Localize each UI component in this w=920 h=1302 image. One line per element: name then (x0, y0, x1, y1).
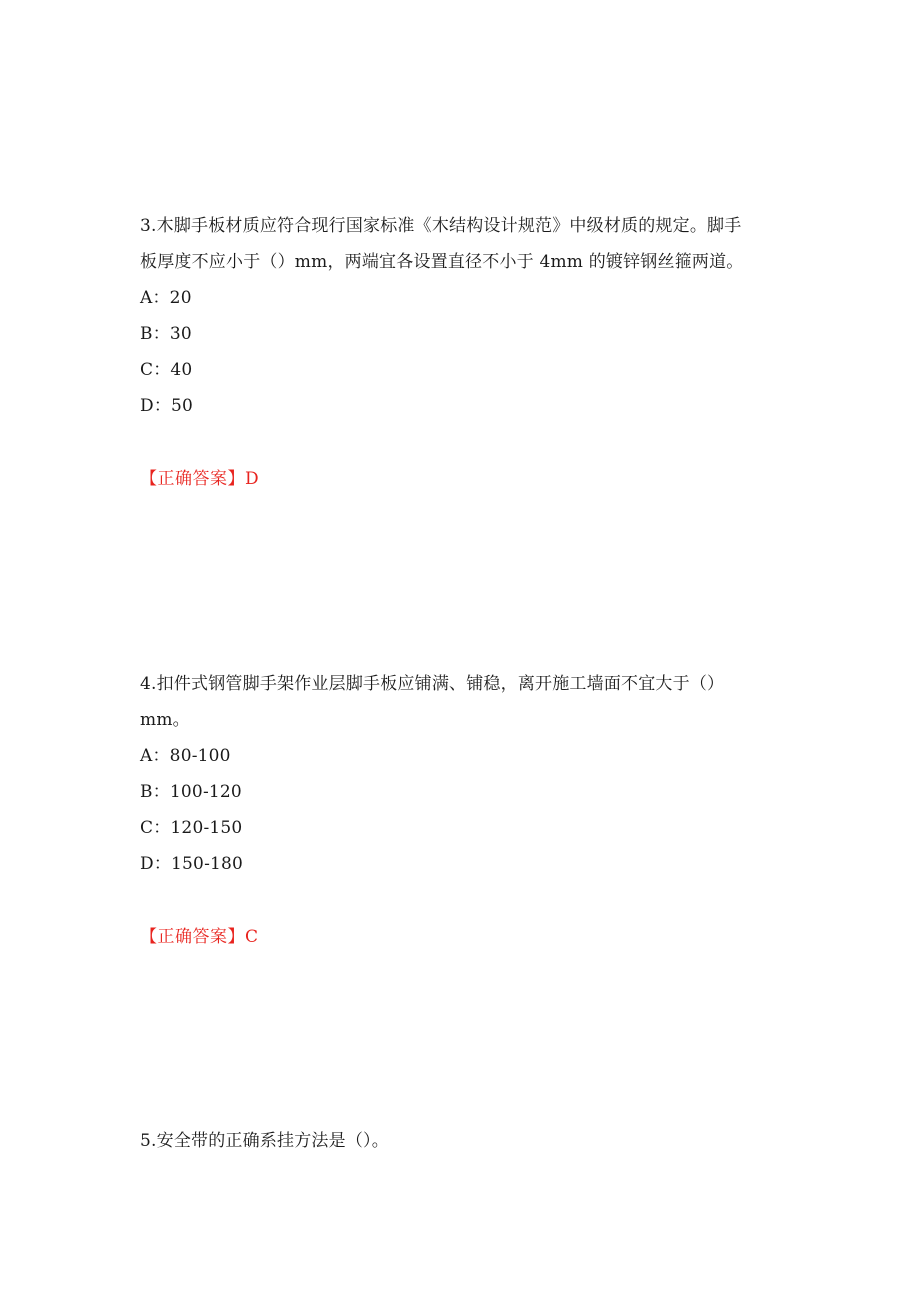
question-4-option-d: D：150-180 (140, 854, 244, 874)
question-4-option-c: C：120-150 (140, 818, 243, 838)
question-4-text-line-1: 4.扣件式钢管脚手架作业层脚手板应铺满、铺稳，离开施工墙面不宜大于（） (140, 674, 725, 694)
question-3-text-line-2: 板厚度不应小于（）mm，两端宜各设置直径不小于 4mm 的镀锌钢丝箍两道。 (140, 252, 744, 272)
question-3-correct-answer: 【正确答案】D (140, 469, 260, 489)
question-3-text-line-1: 3.木脚手板材质应符合现行国家标准《木结构设计规范》中级材质的规定。脚手 (140, 216, 742, 236)
question-4-text-line-2: mm。 (140, 710, 190, 730)
question-4-option-a: A：80-100 (140, 746, 231, 766)
question-3-option-b: B：30 (140, 324, 192, 344)
question-3-option-c: C：40 (140, 360, 193, 380)
question-3-option-a: A：20 (140, 288, 192, 308)
question-4-option-b: B：100-120 (140, 782, 242, 802)
question-3-option-d: D：50 (140, 396, 194, 416)
question-4-correct-answer: 【正确答案】C (140, 927, 259, 947)
question-5-text-line-1: 5.安全带的正确系挂方法是（）。 (140, 1131, 389, 1151)
